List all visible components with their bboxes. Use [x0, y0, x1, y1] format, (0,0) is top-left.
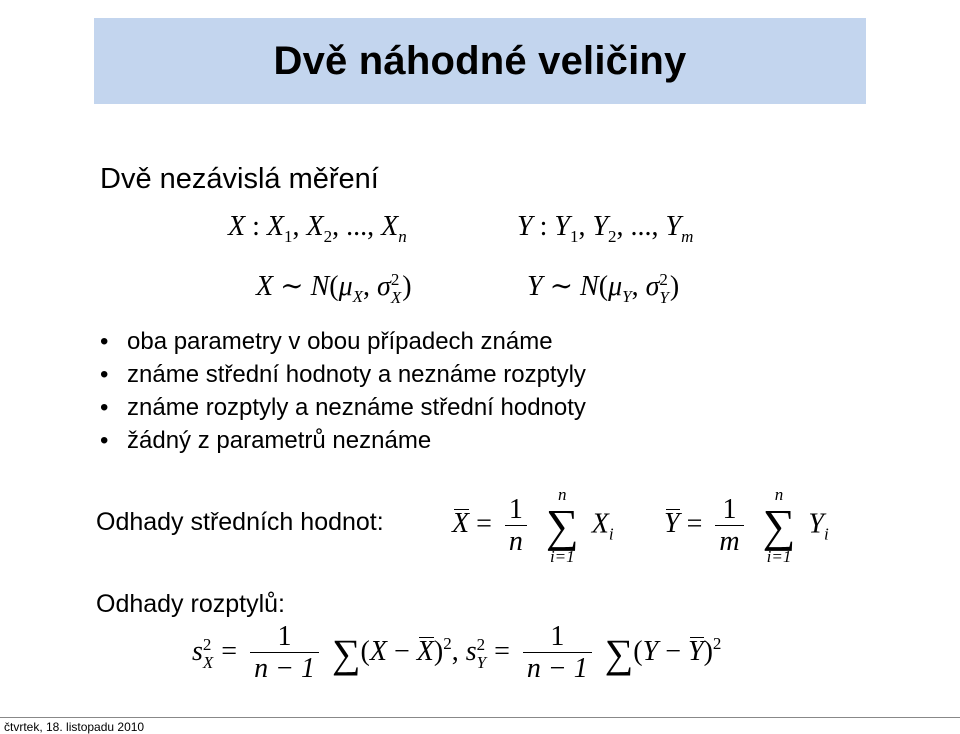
variance-estimates-label: Odhady rozptylů:	[96, 590, 285, 618]
list-item: • oba parametry v obou případech známe	[100, 325, 586, 358]
cases-list	[100, 325, 586, 457]
mean-estimate-y: Y = $\frac{1}{m}$ n ∑ i=1 $Y_i$	[664, 485, 829, 566]
distribution-y: Y ∼ $N(\mu_Y$, σ 2 Y )	[527, 269, 680, 307]
variance-estimates: s 2 X = $\frac{1}{n - 1}$ $\sum(X - X)^2$, s 2 Y = $\frac{1}{n - 1}$ $\sum(Y - Y)^2$	[192, 621, 722, 684]
title-bar	[94, 18, 866, 104]
mean-estimate-x: X = $\frac{1}{n}$ n ∑ i=1 $X_i$	[452, 485, 614, 566]
distribution-x: X ∼ $N(\mu_X$, σ 2 X )	[256, 269, 412, 307]
slide-title: Dvě náhodné veličiny	[273, 38, 687, 83]
footer-divider	[0, 717, 960, 718]
list-item: • známe střední hodnoty a neznáme rozptyly	[100, 358, 586, 391]
list-item: • žádný z parametrů neznáme	[100, 424, 586, 457]
sequence-y: Y : $Y_1$, $Y_2$, ..., $Y_m$	[517, 211, 694, 246]
footer-date: čtvrtek, 18. listopadu 2010	[4, 720, 145, 734]
list-item: • známe rozptyly a neznáme střední hodnoty	[100, 391, 586, 424]
slide-subtitle: Dvě nezávislá měření	[100, 163, 379, 195]
mean-estimates-label: Odhady středních hodnot:	[96, 508, 384, 536]
sequence-x: X : $X_1$, $X_2$, ..., $X_n$	[228, 211, 407, 246]
